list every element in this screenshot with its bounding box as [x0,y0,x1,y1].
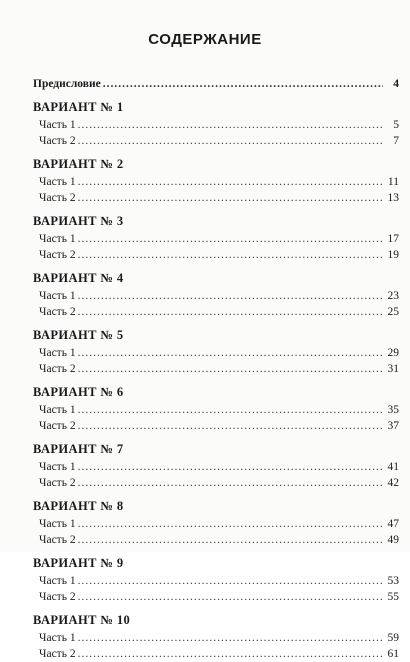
toc-entry-part[interactable] [33,133,399,149]
leader-dots [78,646,383,662]
toc-entry-label: Предисловие [33,78,101,90]
toc-variant-heading[interactable]: ВАРИАНТ № 7 [33,442,124,456]
leader-dots [78,231,383,247]
toc-entry-label: Часть 1 [39,518,76,530]
toc-page-number: 23 [387,290,399,302]
leader-dots [78,589,383,605]
toc-page-number: 37 [387,420,399,432]
toc-entry-label: Часть 2 [39,648,76,660]
toc-entry-part[interactable] [33,190,399,206]
toc-entry-part[interactable] [33,345,399,361]
page-title: СОДЕРЖАНИЕ [148,31,262,48]
toc-variant-heading[interactable]: ВАРИАНТ № 9 [33,556,124,570]
leader-dots [78,402,383,418]
toc-variant-heading[interactable]: ВАРИАНТ № 10 [33,613,131,627]
leader-dots [78,475,383,491]
toc-entry-part[interactable] [33,247,399,263]
toc-entry-label: Часть 1 [39,461,76,473]
toc-entry-label: Часть 2 [39,192,76,204]
toc-entry-part[interactable] [33,174,399,190]
toc-page-number: 59 [387,632,399,644]
toc-entry-part[interactable] [33,402,399,418]
toc-page-number: 41 [387,461,399,473]
leader-dots [78,532,383,548]
toc-page-number: 31 [387,363,399,375]
leader-dots [78,345,383,361]
toc-entry-label: Часть 1 [39,404,76,416]
toc-page-number: 53 [387,575,399,587]
toc-entry-part[interactable] [33,516,399,532]
toc-page-number: 61 [387,648,399,660]
toc-entry-part[interactable] [33,418,399,434]
toc-variant-heading[interactable]: ВАРИАНТ № 3 [33,214,124,228]
toc-entry-label: Часть 2 [39,306,76,318]
toc-entry-part[interactable] [33,589,399,605]
table-of-contents [33,76,399,662]
toc-entry-label: Часть 1 [39,347,76,359]
toc-variant-section [33,269,399,320]
leader-dots [78,459,383,475]
toc-entry-label: Часть 1 [39,233,76,245]
toc-variant-section [33,326,399,377]
toc-variant-section [33,440,399,491]
toc-variant-section [33,155,399,206]
toc-entry-part[interactable] [33,573,399,589]
leader-dots [78,190,383,206]
toc-variant-heading[interactable]: ВАРИАНТ № 6 [33,385,124,399]
toc-page-number: 13 [387,192,399,204]
toc-page-number: 49 [387,534,399,546]
toc-variant-heading[interactable]: ВАРИАНТ № 5 [33,328,124,342]
toc-entry-part[interactable] [33,288,399,304]
toc-entry-label: Часть 1 [39,632,76,644]
toc-entry-part[interactable] [33,304,399,320]
toc-entry-part[interactable] [33,459,399,475]
toc-page-number: 4 [393,78,399,90]
toc-variant-section [33,98,399,149]
toc-entry-label: Часть 2 [39,477,76,489]
variant-list [33,98,399,662]
toc-variant-section [33,383,399,434]
toc-entry-part[interactable] [33,117,399,133]
toc-page-number: 17 [387,233,399,245]
toc-page-number: 25 [387,306,399,318]
toc-entry-part[interactable] [33,646,399,662]
toc-variant-section [33,212,399,263]
toc-entry-label: Часть 1 [39,575,76,587]
toc-entry-part[interactable] [33,361,399,377]
toc-entry-part[interactable] [33,231,399,247]
toc-entry-preface[interactable] [33,76,399,92]
toc-entry-label: Часть 2 [39,591,76,603]
toc-entry-label: Часть 1 [39,176,76,188]
leader-dots [78,174,383,190]
toc-entry-label: Часть 2 [39,534,76,546]
toc-page-number: 35 [387,404,399,416]
toc-entry-label: Часть 1 [39,119,76,131]
toc-variant-heading[interactable]: ВАРИАНТ № 2 [33,157,124,171]
toc-entry-label: Часть 1 [39,290,76,302]
toc-page-number: 47 [387,518,399,530]
leader-dots [103,76,383,92]
toc-variant-section [33,554,399,605]
leader-dots [78,516,383,532]
leader-dots [78,288,383,304]
toc-variant-heading[interactable]: ВАРИАНТ № 4 [33,271,124,285]
toc-page-number: 19 [387,249,399,261]
toc-page-number: 42 [387,477,399,489]
toc-entry-label: Часть 2 [39,249,76,261]
toc-entry-part[interactable] [33,630,399,646]
toc-variant-heading[interactable]: ВАРИАНТ № 8 [33,499,124,513]
leader-dots [78,117,383,133]
leader-dots [78,133,383,149]
toc-entry-label: Часть 2 [39,135,76,147]
toc-entry-label: Часть 2 [39,420,76,432]
toc-page-number: 55 [387,591,399,603]
leader-dots [78,630,383,646]
leader-dots [78,247,383,263]
toc-variant-section [33,497,399,548]
leader-dots [78,361,383,377]
leader-dots [78,418,383,434]
leader-dots [78,573,383,589]
toc-entry-label: Часть 2 [39,363,76,375]
toc-page-number: 5 [393,119,399,131]
toc-page-number: 7 [393,135,399,147]
toc-page-number: 11 [387,176,399,188]
toc-entry-part[interactable] [33,532,399,548]
toc-variant-section [33,611,399,662]
toc-entry-part[interactable] [33,475,399,491]
toc-page-number: 29 [387,347,399,359]
toc-variant-heading[interactable]: ВАРИАНТ № 1 [33,100,124,114]
leader-dots [78,304,383,320]
